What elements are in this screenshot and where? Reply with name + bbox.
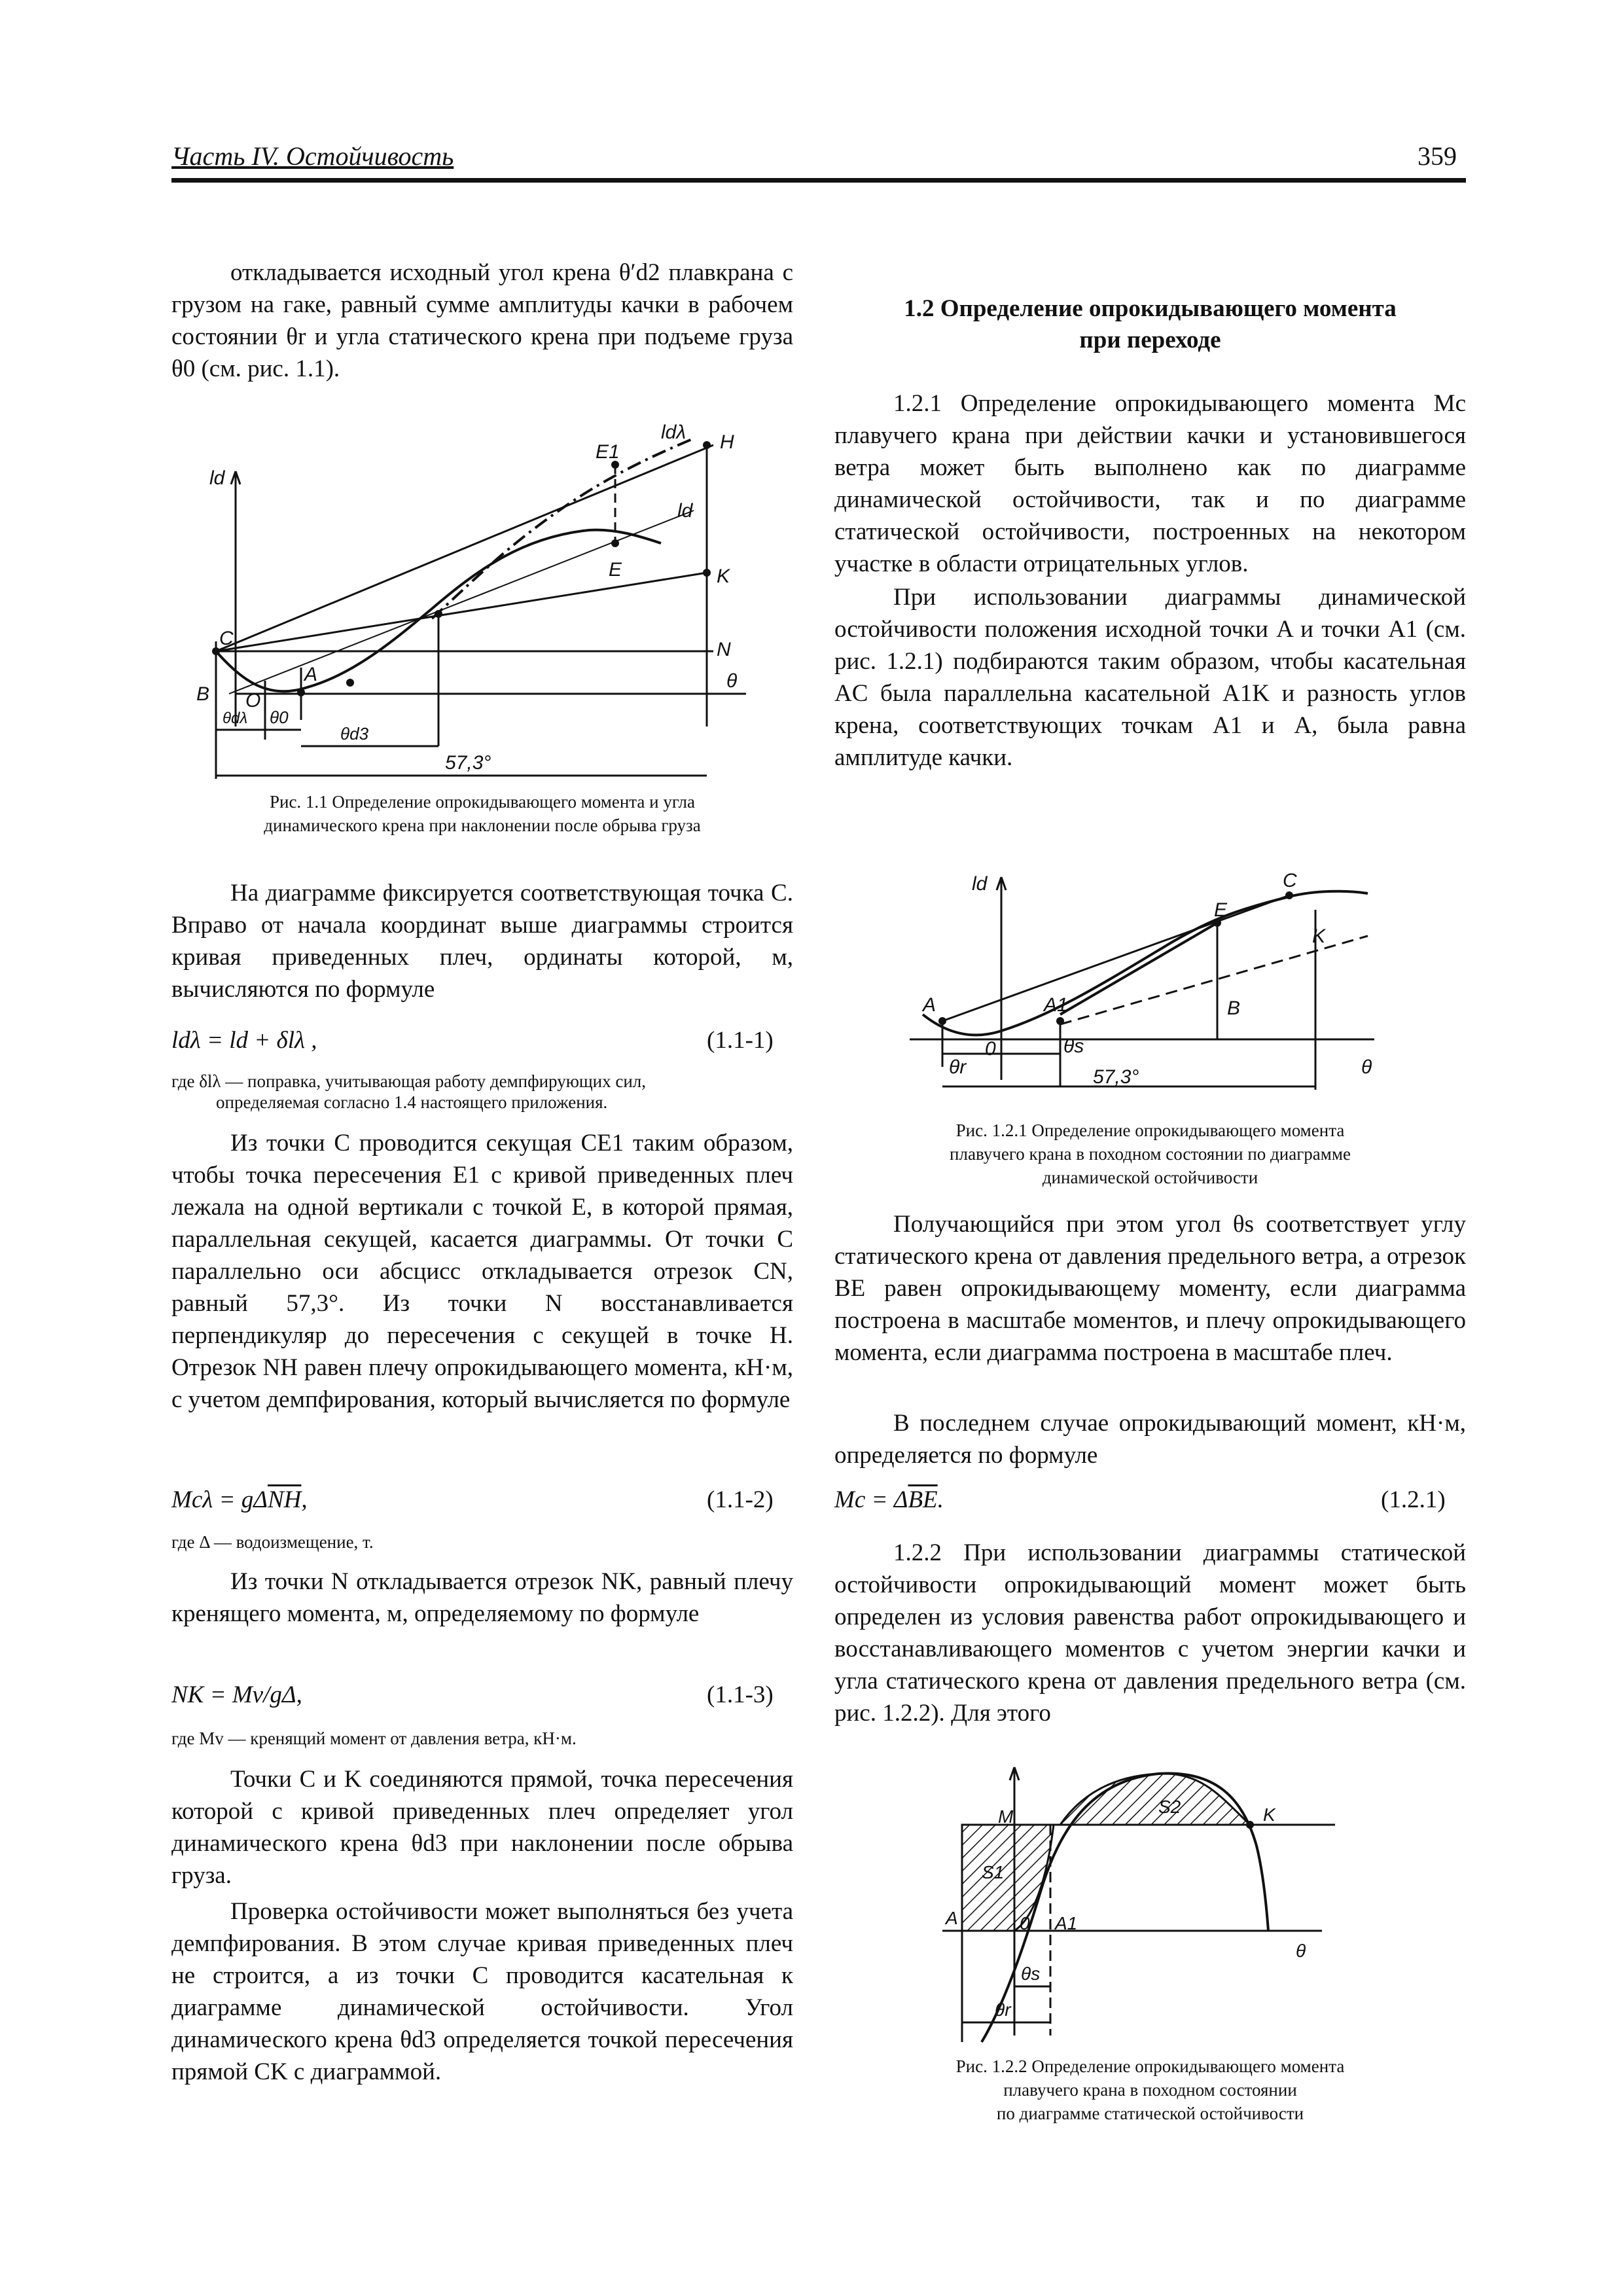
figure-1-2-2-caption-line-3: по диаграмме статической остойчивости <box>996 2104 1304 2123</box>
right-paragraph-1: 1.2.1 Определение опрокидывающего момента Mc плавучего крана при действии качки и установившегося ветра может быть выполнено как по диаграмме динамической остойчивости, так и по диаграмме статической остойчивости, построенных на некотором участке в области отрицательных углов. <box>834 390 1466 577</box>
fig1-label-theta-dl: θdλ <box>223 709 248 727</box>
equation-1-1-1-number: (1.1-1) <box>707 1027 774 1054</box>
equation-1-1-2: $Mc\lambda = g\Delta\overline{NH}$, <box>171 1486 308 1513</box>
figure-1-2-1-caption-line-3: динамической остойчивости <box>1042 1168 1258 1187</box>
fig2-label-A1: A1 <box>1044 994 1068 1016</box>
equation-1-2-1: $Mc = \Delta\overline{BE}$. <box>834 1486 944 1513</box>
right-paragraph-5: 1.2.2 При использовании диаграммы статической остойчивости опрокидывающий момент может быть определен из условия равенства работ опрокидывающего и восстанавливающего моментов с учетом энергии качки и угла статического крена от давления предельного ветра (см. рис. 1.2.2). Для этого <box>834 1539 1466 1727</box>
fig1-label-O: O <box>245 690 261 711</box>
fig3-label-K: K <box>1263 1804 1275 1825</box>
figure-1-1-caption-line-2: динамического крена при наклонении после обрыва груза <box>264 816 701 835</box>
equation-1-1-3-note: где Mv — кренящий момент от давления ветра, кН·м. <box>171 1729 577 1748</box>
fig1-label-C: C <box>219 628 234 649</box>
equation-1-1-1: ldλ = ld + δlλ , <box>171 1027 317 1054</box>
fig3-label-S2: S2 <box>1158 1797 1181 1817</box>
fig2-label-deg: 57,3° <box>1093 1066 1139 1088</box>
fig1-label-theta0: θ0 <box>270 708 289 727</box>
section-title-line-1: 1.2 Определение опрокидывающего момента <box>904 295 1397 322</box>
right-paragraph-2: При использовании диаграммы динамической остойчивости положения исходной точки A и точки A1 (см. рис. 1.2.1) подбираются таким образом, чтобы касательная AC была параллельна касательной A1K и разность углов крена, соответствующих точкам A1 и A, была равна амплитуде качки. <box>834 584 1466 771</box>
fig2-label-C: C <box>1283 870 1297 891</box>
figure-1-2-1 <box>897 864 1407 1113</box>
fig1-tangent <box>229 511 694 694</box>
fig1-label-E1: E1 <box>596 441 620 463</box>
equation-1-2-1-number: (1.2.1) <box>1381 1486 1446 1513</box>
left-paragraph-4: Из точки N откладывается отрезок NK, равный плечу кренящего момента, м, определяемому по формуле <box>171 1568 793 1627</box>
page-number: 359 <box>1418 141 1457 171</box>
equation-1-1-2-note: где Δ — водоизмещение, т. <box>171 1532 374 1552</box>
fig2-label-theta: θ <box>1361 1056 1372 1078</box>
header-rule <box>171 178 1466 183</box>
fig3-label-O: 0 <box>1020 1913 1030 1933</box>
fig1-label-ld-curve: ld <box>677 500 693 522</box>
figure-1-2-1-caption-line-2: плавучего крана в походном состоянии по диаграмме <box>950 1144 1351 1164</box>
figure-1-2-2 <box>942 1761 1414 2049</box>
fig1-label-ldl: ldλ <box>661 422 687 443</box>
fig3-label-A: A <box>946 1908 958 1928</box>
fig3-label-theta: θ <box>1296 1941 1306 1961</box>
right-paragraph-4: В последнем случае опрокидывающий момент, кН·м, определяется по формуле <box>834 1410 1466 1469</box>
fig2-label-ld-axis: ld <box>972 873 988 895</box>
figure-1-2-1-caption-line-1: Рис. 1.2.1 Определение опрокидывающего момента <box>955 1121 1345 1140</box>
fig1-label-ld-axis: ld <box>209 467 225 489</box>
fig1-label-E: E <box>609 559 622 581</box>
fig1-label-N: N <box>717 639 731 660</box>
equation-1-1-1-note-2: определяемая согласно 1.4 настоящего приложения. <box>216 1092 608 1112</box>
fig3-label-theta-r: θr <box>995 2000 1011 2020</box>
fig2-label-B: B <box>1227 997 1241 1019</box>
equation-1-1-3: NK = Mv/gΔ, <box>171 1681 302 1708</box>
fig1-label-K: K <box>717 565 730 587</box>
fig2-label-E: E <box>1214 899 1228 921</box>
fig1-label-deg: 57,3° <box>445 752 491 774</box>
figure-1-1-caption-line-1: Рис. 1.1 Определение опрокидывающего момента и угла <box>269 792 696 812</box>
figure-1-2-2-caption-line-1: Рис. 1.2.2 Определение опрокидывающего момента <box>955 2056 1345 2076</box>
right-paragraph-3: Получающийся при этом угол θs соответствует углу статического крена от давления предельного ветра, а отрезок BE равен опрокидывающему моменту, если диаграмма построена в масштабе моментов, и плечу опрокидывающего момента, если диаграмма построена в масштабе плеч. <box>834 1211 1466 1366</box>
equation-1-1-1-note-1: где δlλ — поправка, учитывающая работу демпфирующих сил, <box>171 1071 647 1091</box>
fig1-curve-ldl <box>432 439 694 619</box>
fig3-label-theta-s: θs <box>1021 1964 1041 1984</box>
fig2-label-O: 0 <box>985 1038 996 1060</box>
section-title-line-2: при переходе <box>1079 327 1221 353</box>
fig2-label-theta-s: θs <box>1063 1035 1084 1057</box>
fig2-label-theta-r: θr <box>949 1056 967 1078</box>
figure-1-2-2-caption-line-2: плавучего крана в походном состоянии <box>1003 2080 1297 2100</box>
fig1-label-A: A <box>304 664 318 685</box>
fig1-label-theta: θ <box>726 670 738 692</box>
left-paragraph-6: Проверка остойчивости может выполняться без учета демпфирования. В этом случае кривая приведенных плеч не строится, а из точки C проводится касательная к диаграмме динамической остойчивости. Угол динамического крена θd3 определяется точкой пересечения прямой CK с диаграммой. <box>171 1898 793 2085</box>
fig2-curve <box>923 891 1368 1035</box>
equation-1-1-2-number: (1.1-2) <box>707 1486 774 1513</box>
fig2-label-K: K <box>1312 925 1326 947</box>
equation-1-1-3-number: (1.1-3) <box>707 1681 774 1708</box>
fig1-secant-CH <box>216 445 713 651</box>
left-paragraph-1: откладывается исходный угол крена θ′d2 плавкрана с грузом на гаке, равный сумме амплитуды качки в рабочем состоянии θr и угла статического крена при подъеме груза θ0 (см. рис. 1.1). <box>171 259 793 382</box>
left-paragraph-5: Точки C и K соединяются прямой, точка пересечения которой с кривой приведенных плеч определяет угол динамического крена θd3 при наклонении после обрыва груза. <box>171 1766 793 1889</box>
left-paragraph-2: На диаграмме фиксируется соответствующая точка C. Вправо от начала координат выше диаграммы строится кривая приведенных плеч, ординаты которой, м, вычисляются по формуле <box>171 880 793 1003</box>
figure-1-1 <box>196 419 772 785</box>
fig3-label-S1: S1 <box>982 1862 1005 1882</box>
fig3-label-A1: A1 <box>1055 1913 1078 1933</box>
fig3-label-M: M <box>998 1806 1014 1827</box>
fig2-label-A: A <box>923 994 936 1016</box>
left-paragraph-3: Из точки C проводится секущая CE1 таким образом, чтобы точка пересечения E1 с кривой приведенных плеч лежала на одной вертикали с точкой E, в которой прямая, параллельная секущей, касается диаграммы. От точки C параллельно оси абсцисс откладывается отрезок CN, равный 57,3°. Из точки N восстанавливается перпендикуляр до пересечения с секущей в точке H. Отрезок NH равен плечу опрокидывающего момента, кН·м, с учетом демпфирования, который вычисляется по формуле <box>171 1130 793 1413</box>
fig1-label-B: B <box>196 683 210 705</box>
running-header-title: Часть IV. Остойчивость <box>171 141 454 171</box>
fig1-label-theta-d3: θd3 <box>340 724 369 744</box>
fig1-label-H: H <box>720 431 734 453</box>
